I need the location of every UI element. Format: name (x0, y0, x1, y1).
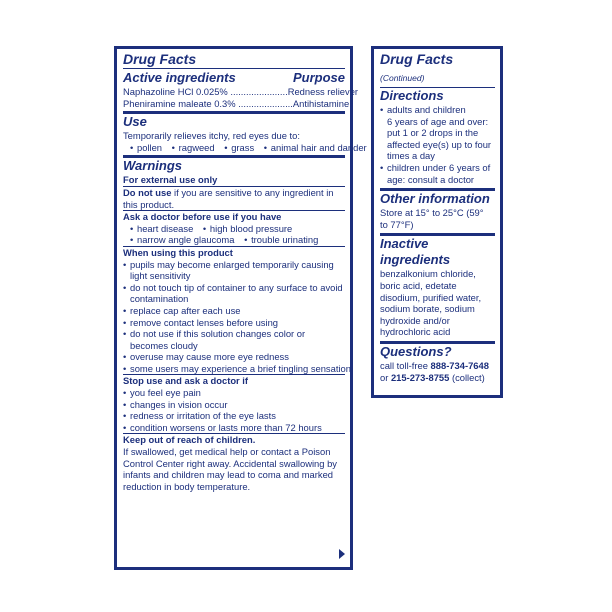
drug-facts-title: Drug Facts (123, 51, 197, 67)
ingredient-row (123, 97, 350, 110)
inactive-text: sodium borate, sodium (380, 303, 475, 315)
phone-number: 888-734-7648 (430, 359, 489, 371)
drug-facts-title (380, 51, 495, 87)
questions-text: call toll-free (380, 359, 431, 371)
use-heading: Use (123, 114, 147, 130)
storage-text: to 77°F) (380, 218, 414, 230)
swallow-text: infants and children may lead to coma and marked (123, 469, 334, 481)
when-using-item: • do not use if this solution changes color or (123, 328, 345, 340)
continued-label: (Continued) (380, 73, 425, 83)
direction-item-cont: age: consult a doctor (387, 173, 475, 185)
direction-item-cont: affected eye(s) up to four (387, 138, 492, 150)
condition-item: • high blood pressure (196, 223, 292, 234)
warnings-heading: Warnings (123, 158, 182, 174)
divider (123, 68, 345, 69)
direction-item-cont: put 1 or 2 drops in the (387, 127, 479, 139)
condition-item: • heart disease (123, 223, 193, 234)
when-using-item: • pupils may become enlarged temporarily causing (123, 259, 345, 271)
when-using-item: • do not touch tip of container to any surface to avoid (123, 282, 345, 294)
condition-item: • narrow angle glaucoma (123, 234, 234, 245)
ask-doctor-row (123, 223, 345, 235)
use-item: • grass (217, 142, 254, 153)
keep-out-heading: Keep out of reach of children. (123, 434, 256, 446)
external-use-only: For external use only (123, 174, 218, 186)
do-not-use-label: Do not use (123, 186, 172, 198)
inactive-text: benzalkonium chloride, (380, 268, 476, 280)
when-using-item-cont: contamination (130, 293, 189, 305)
questions-text: or (380, 371, 391, 383)
questions-line (380, 372, 495, 384)
active-ingredients-heading: Active ingredients (123, 70, 236, 85)
stop-use-item: • condition worsens or lasts more than 72 hours (123, 422, 345, 434)
drug-facts-panel (114, 46, 367, 570)
use-items (123, 141, 367, 154)
stop-use-item: • changes in vision occur (123, 399, 345, 411)
stop-use-item: • redness or irritation of the eye lasts (123, 410, 345, 422)
swallow-text: Control Center right away. Accidental swallowing by (123, 457, 337, 469)
drug-facts-continued-panel (371, 46, 503, 398)
direction-item-cont: 6 years of age and over: (387, 115, 489, 127)
do-not-use-rest: if you are sensitive to any ingredient in (171, 186, 334, 198)
use-text: Temporarily relieves itchy, red eyes due to: (123, 130, 300, 142)
use-item: • ragweed (165, 142, 215, 153)
do-not-use-line2: this product. (123, 198, 175, 210)
when-using-item-cont: becomes cloudy (130, 339, 198, 351)
stop-use-item: • you feel eye pain (123, 387, 345, 399)
leader-dots: ...................... (227, 86, 288, 97)
when-using-item-cont: light sensitivity (130, 270, 191, 282)
directions-heading: Directions (380, 88, 444, 103)
swallow-text: If swallowed, get medical help or contact a Poison (123, 446, 331, 458)
questions-heading: Questions? (380, 343, 452, 359)
when-using-heading: When using this product (123, 246, 233, 258)
leader-dots: ..................... (235, 97, 293, 109)
when-using-item: • replace cap after each use (123, 305, 345, 317)
ingredient-row (123, 86, 359, 98)
inactive-text: boric acid, edetate (380, 279, 457, 291)
questions-line (380, 360, 495, 372)
use-item: • pollen (123, 142, 162, 153)
use-item: • animal hair and dander (257, 142, 367, 153)
continued-arrow-icon (339, 549, 345, 559)
do-not-use-text (123, 187, 345, 199)
ask-doctor-heading: Ask a doctor before use if you have (123, 211, 282, 223)
active-ingredients-header-row (123, 70, 345, 86)
when-using-item: • some users may experience a brief tingling sensation (123, 363, 345, 375)
inactive-text: hydroxide and/or (380, 314, 450, 326)
other-information-heading: Other information (380, 191, 490, 207)
ingredient-name: Pheniramine maleate 0.3% (123, 97, 236, 109)
inactive-text: disodium, purified water, (380, 291, 482, 303)
ingredient-purpose: Redness reliever (287, 86, 359, 97)
direction-item-cont: times a day (387, 150, 435, 162)
when-using-item: • overuse may cause more eye redness (123, 351, 345, 363)
ingredient-name: Naphazoline HCl 0.025% (123, 86, 228, 97)
inactive-ingredients-heading: Inactive ingredients (380, 236, 451, 268)
direction-item: • adults and children (380, 104, 495, 116)
purpose-heading: Purpose (292, 70, 345, 85)
stop-use-heading: Stop use and ask a doctor if (123, 375, 249, 387)
title-text: Drug Facts (380, 51, 454, 67)
when-using-item: • remove contact lenses before using (123, 317, 345, 329)
inactive-text: hydrochloric acid (380, 326, 451, 338)
swallow-text: reduction in body temperature. (123, 480, 251, 492)
phone-number: 215-273-8755 (390, 371, 450, 383)
direction-item: • children under 6 years of (380, 162, 495, 174)
storage-text: Store at 15° to 25°C (59° (380, 207, 484, 219)
ingredient-purpose: Antihistamine (292, 97, 350, 109)
ask-doctor-row (123, 234, 345, 246)
questions-text: (collect) (449, 371, 485, 383)
condition-item: • trouble urinating (237, 234, 318, 245)
